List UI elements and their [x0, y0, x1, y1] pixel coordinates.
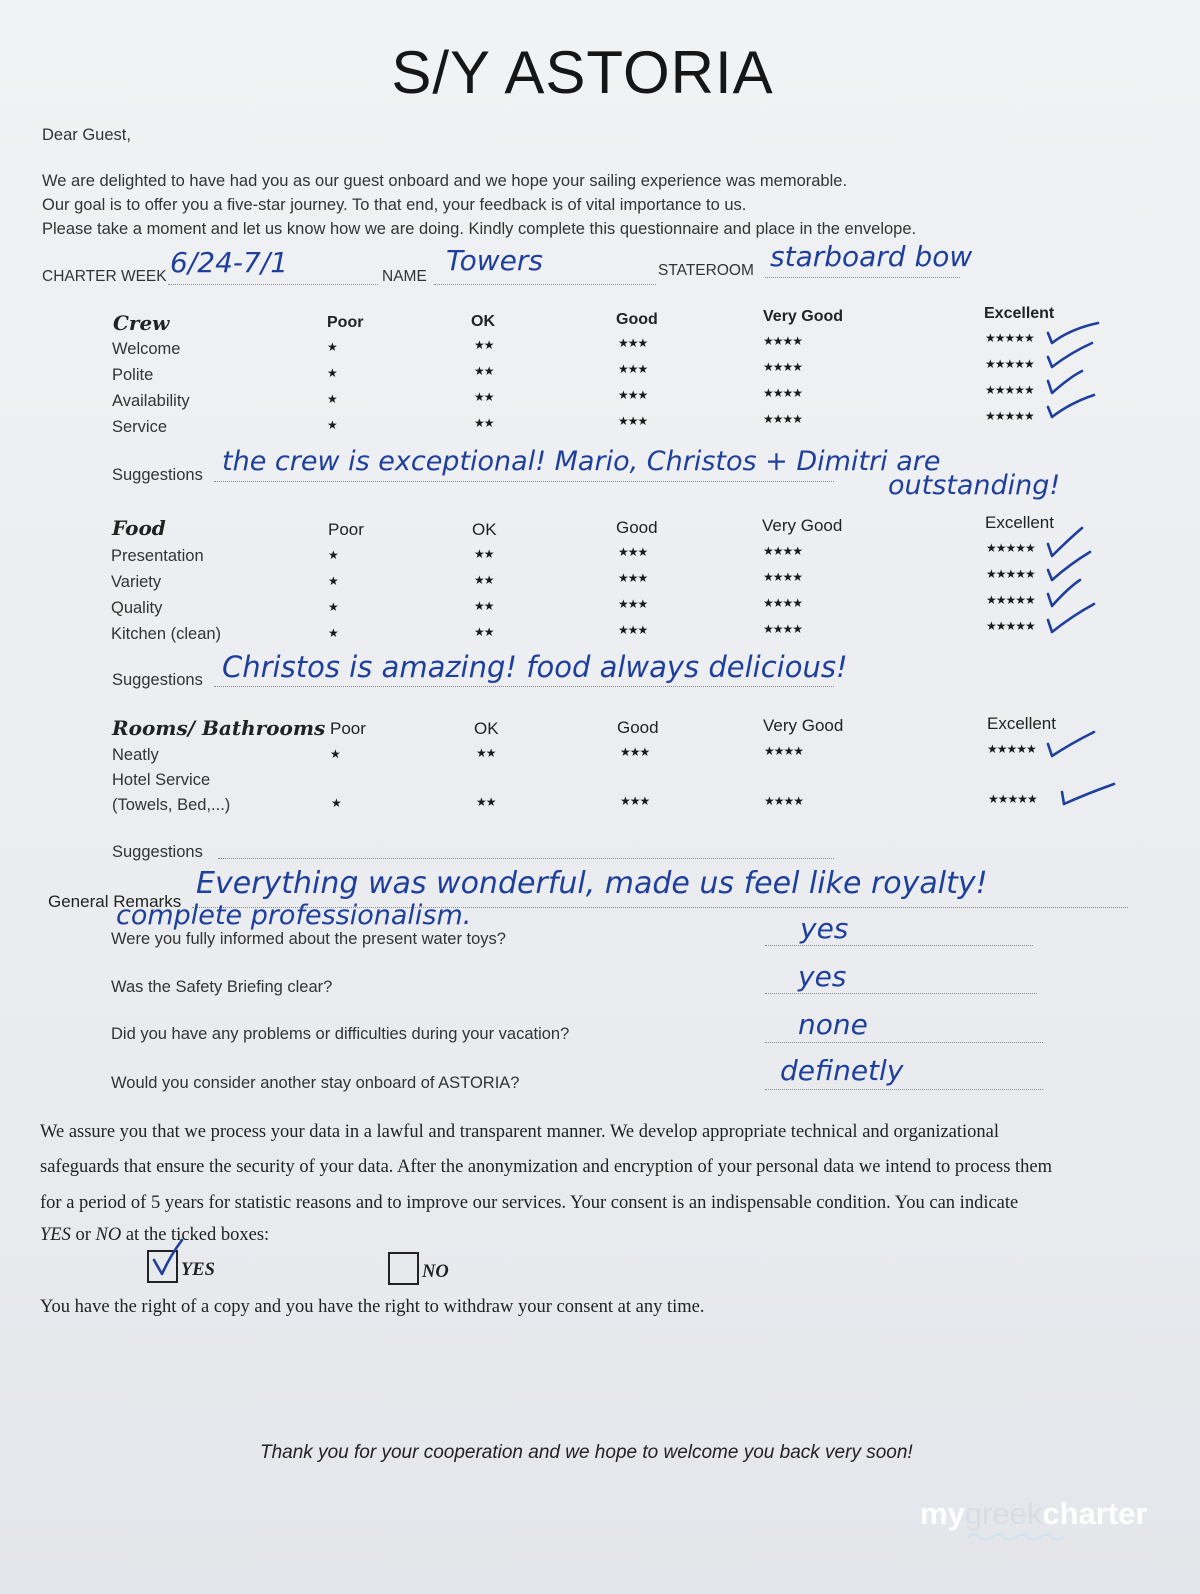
stateroom-value[interactable]: starboard bow	[770, 240, 973, 273]
rating-stars-excellent[interactable]: ★★★★★	[987, 742, 1036, 756]
consent-yes-label: YES	[181, 1260, 215, 1280]
rating-stars-very-good[interactable]: ★★★★	[763, 544, 803, 558]
privacy-no-word: NO	[95, 1225, 122, 1245]
general-remarks-line-2[interactable]: complete professionalism.	[116, 900, 472, 931]
logo-part-2: greek	[964, 1496, 1043, 1531]
charter-week-label: CHARTER WEEK	[42, 268, 167, 285]
row-label: Presentation	[111, 547, 204, 565]
rating-stars-very-good[interactable]: ★★★★	[764, 744, 804, 758]
privacy-yes-word: YES	[40, 1225, 71, 1245]
logo-wave-icon	[968, 1532, 1068, 1542]
check-mark-icon	[1048, 604, 1094, 632]
logo-part-1: my	[920, 1496, 965, 1531]
check-mark-icon	[1048, 395, 1094, 417]
section-title-food: Food	[112, 516, 166, 540]
rating-stars-good[interactable]: ★★★	[618, 362, 648, 376]
intro-line-2: Our goal is to offer you a five-star journey. To that end, your feedback is of vital importance to us.	[42, 196, 747, 214]
col-header-ok: OK	[474, 719, 499, 738]
check-mark-icon	[1048, 528, 1082, 556]
rating-stars-excellent[interactable]: ★★★★★	[986, 541, 1035, 555]
privacy-line-3: for a period of 5 years for statistic reasons and to improve our services. Your consent is an indispensable condition. You can indicate	[40, 1193, 1019, 1213]
suggestions-label: Suggestions	[112, 843, 203, 861]
rating-stars-ok[interactable]: ★★	[476, 795, 496, 809]
rating-stars-poor[interactable]: ★	[327, 340, 337, 354]
intro-line-1: We are delighted to have had you as our guest onboard and we hope your sailing experience was memorable.	[42, 172, 848, 190]
row-label: Polite	[112, 366, 154, 384]
col-header-very-good: Very Good	[763, 308, 844, 325]
rating-stars-excellent[interactable]: ★★★★★	[985, 331, 1034, 345]
rating-stars-ok[interactable]: ★★	[474, 338, 494, 352]
suggestions-label: Suggestions	[112, 466, 203, 484]
rating-stars-poor[interactable]: ★	[327, 418, 337, 432]
general-remarks-label: General Remarks	[48, 892, 182, 911]
intro-line-3: Please take a moment and let us know how we are doing. Kindly complete this questionnaire and place in the envelope.	[42, 220, 917, 238]
food-checkmarks	[1040, 522, 1120, 647]
check-mark-icon	[1062, 784, 1114, 804]
row-label: Neatly	[112, 746, 159, 764]
answer-another-stay[interactable]: definetly	[780, 1054, 904, 1087]
rating-stars-very-good[interactable]: ★★★★	[763, 570, 803, 584]
col-header-ok: OK	[472, 520, 497, 539]
rating-stars-poor[interactable]: ★	[328, 626, 338, 640]
rating-stars-very-good[interactable]: ★★★★	[764, 794, 804, 808]
check-mark-icon	[1048, 732, 1094, 756]
rating-stars-good[interactable]: ★★★	[618, 388, 648, 402]
rooms-checkmarks	[1040, 722, 1130, 822]
rating-stars-good[interactable]: ★★★	[618, 336, 648, 350]
row-label: (Towels, Bed,...)	[112, 796, 231, 814]
rating-stars-poor[interactable]: ★	[328, 600, 338, 614]
row-label: Variety	[111, 573, 162, 591]
check-mark-icon	[1048, 580, 1080, 606]
rating-stars-ok[interactable]: ★★	[476, 746, 496, 760]
rating-stars-good[interactable]: ★★★	[620, 745, 650, 759]
row-label: Hotel Service	[112, 771, 211, 789]
general-remarks-line-1[interactable]: Everything was wonderful, made us feel like royalty!	[196, 866, 988, 901]
col-header-poor: Poor	[327, 314, 364, 331]
rating-stars-good[interactable]: ★★★	[618, 545, 648, 559]
row-label: Welcome	[112, 340, 181, 358]
col-header-very-good: Very Good	[762, 516, 843, 535]
rating-stars-ok[interactable]: ★★	[474, 599, 494, 613]
suggestions-line	[218, 857, 834, 859]
col-header-poor: Poor	[328, 520, 364, 539]
suggestions-line	[214, 685, 834, 687]
rating-stars-poor[interactable]: ★	[327, 366, 337, 380]
withdraw-notice: You have the right of a copy and you have the right to withdraw your consent at any time.	[40, 1297, 705, 1317]
crew-suggestion-line-1[interactable]: the crew is exceptional! Mario, Christos + Dimitri are	[222, 446, 941, 477]
check-mark-icon	[1048, 371, 1082, 393]
rating-stars-poor[interactable]: ★	[328, 548, 338, 562]
rating-stars-good[interactable]: ★★★	[618, 571, 648, 585]
col-header-poor: Poor	[330, 719, 366, 738]
rating-stars-very-good[interactable]: ★★★★	[763, 412, 803, 426]
rating-stars-excellent[interactable]: ★★★★★	[986, 619, 1035, 633]
rating-stars-excellent[interactable]: ★★★★★	[985, 409, 1034, 423]
charter-week-value[interactable]: 6/24-7/1	[170, 246, 289, 279]
rating-stars-poor[interactable]: ★	[331, 796, 341, 810]
rating-stars-ok[interactable]: ★★	[474, 364, 494, 378]
name-label: NAME	[382, 268, 427, 285]
rating-stars-excellent[interactable]: ★★★★★	[988, 792, 1037, 806]
privacy-line-2: safeguards that ensure the security of your data. After the anonymization and encryption of your personal data we intend to process them	[40, 1157, 1053, 1177]
row-label: Kitchen (clean)	[111, 625, 222, 643]
section-title-rooms: Rooms/ Bathrooms	[112, 716, 326, 740]
crew-suggestion-line-2[interactable]: outstanding!	[888, 470, 1061, 501]
answer-problems[interactable]: none	[798, 1008, 868, 1041]
check-mark-icon	[1048, 323, 1098, 343]
row-label: Service	[112, 418, 168, 436]
answer-safety-briefing[interactable]: yes	[798, 960, 847, 993]
page-title: S/Y ASTORIA	[391, 39, 774, 106]
rating-stars-good[interactable]: ★★★	[620, 794, 650, 808]
rating-stars-good[interactable]: ★★★	[618, 414, 648, 428]
rating-stars-excellent[interactable]: ★★★★★	[985, 357, 1034, 371]
stateroom-line	[765, 276, 960, 278]
privacy-line-1: We assure you that we process your data in a lawful and transparent manner. We develop appropriate technical and organizational	[40, 1122, 1000, 1142]
question-water-toys: Were you fully informed about the present water toys?	[111, 930, 506, 948]
col-header-good: Good	[616, 518, 658, 537]
answer-line	[765, 1088, 1043, 1090]
rating-stars-excellent[interactable]: ★★★★★	[986, 567, 1035, 581]
mygreekcharter-logo	[920, 1496, 1147, 1532]
rating-stars-good[interactable]: ★★★	[618, 623, 648, 637]
consent-no-label: NO	[422, 1262, 449, 1282]
check-mark-icon	[1048, 343, 1092, 367]
privacy-or-word: or	[70, 1225, 96, 1245]
rating-stars-ok[interactable]: ★★	[474, 547, 494, 561]
row-label: Quality	[111, 599, 163, 617]
name-line	[434, 283, 656, 285]
col-header-ok: OK	[471, 313, 495, 330]
col-header-excellent: Excellent	[987, 714, 1056, 733]
col-header-good: Good	[616, 311, 658, 328]
stateroom-label: STATEROOM	[658, 262, 754, 279]
rating-stars-ok[interactable]: ★★	[474, 416, 494, 430]
check-mark-icon	[1048, 552, 1090, 580]
col-header-good: Good	[617, 718, 659, 737]
question-problems: Did you have any problems or difficulties during your vacation?	[111, 1025, 570, 1043]
col-header-excellent: Excellent	[985, 513, 1054, 532]
thank-you-note: Thank you for your cooperation and we hope to welcome you back very soon!	[260, 1442, 913, 1463]
food-suggestion-line-1[interactable]: Christos is amazing! food always delicious!	[222, 650, 848, 684]
logo-part-3: charter	[1042, 1496, 1148, 1531]
rating-stars-very-good[interactable]: ★★★★	[763, 360, 803, 374]
name-value[interactable]: Towers	[446, 244, 544, 277]
suggestions-label: Suggestions	[112, 671, 203, 689]
rating-stars-ok[interactable]: ★★	[474, 625, 494, 639]
greeting: Dear Guest,	[42, 126, 131, 144]
question-another-stay: Would you consider another stay onboard of ASTORIA?	[111, 1074, 520, 1092]
row-label: Availability	[112, 392, 190, 410]
rating-stars-very-good[interactable]: ★★★★	[763, 622, 803, 636]
col-header-very-good: Very Good	[763, 716, 844, 735]
charter-week-line	[168, 283, 378, 285]
section-title-crew: Crew	[113, 311, 170, 335]
question-safety-briefing: Was the Safety Briefing clear?	[111, 978, 333, 996]
answer-line	[765, 1041, 1043, 1043]
col-header-excellent: Excellent	[984, 305, 1055, 322]
suggestions-line	[214, 480, 834, 482]
consent-no-checkbox[interactable]	[388, 1252, 419, 1285]
rating-stars-very-good[interactable]: ★★★★	[763, 334, 803, 348]
rating-stars-poor[interactable]: ★	[327, 392, 337, 406]
rating-stars-very-good[interactable]: ★★★★	[763, 596, 803, 610]
rating-stars-very-good[interactable]: ★★★★	[763, 386, 803, 400]
rating-stars-excellent[interactable]: ★★★★★	[986, 593, 1035, 607]
rating-stars-excellent[interactable]: ★★★★★	[985, 383, 1034, 397]
answer-water-toys[interactable]: yes	[800, 912, 849, 945]
crew-checkmarks	[1040, 315, 1120, 435]
rating-stars-ok[interactable]: ★★	[474, 390, 494, 404]
privacy-line-4-rest: at the ticked boxes:	[121, 1225, 270, 1245]
rating-stars-ok[interactable]: ★★	[474, 573, 494, 587]
rating-stars-poor[interactable]: ★	[330, 747, 340, 761]
rating-stars-poor[interactable]: ★	[328, 574, 338, 588]
rating-stars-good[interactable]: ★★★	[618, 597, 648, 611]
